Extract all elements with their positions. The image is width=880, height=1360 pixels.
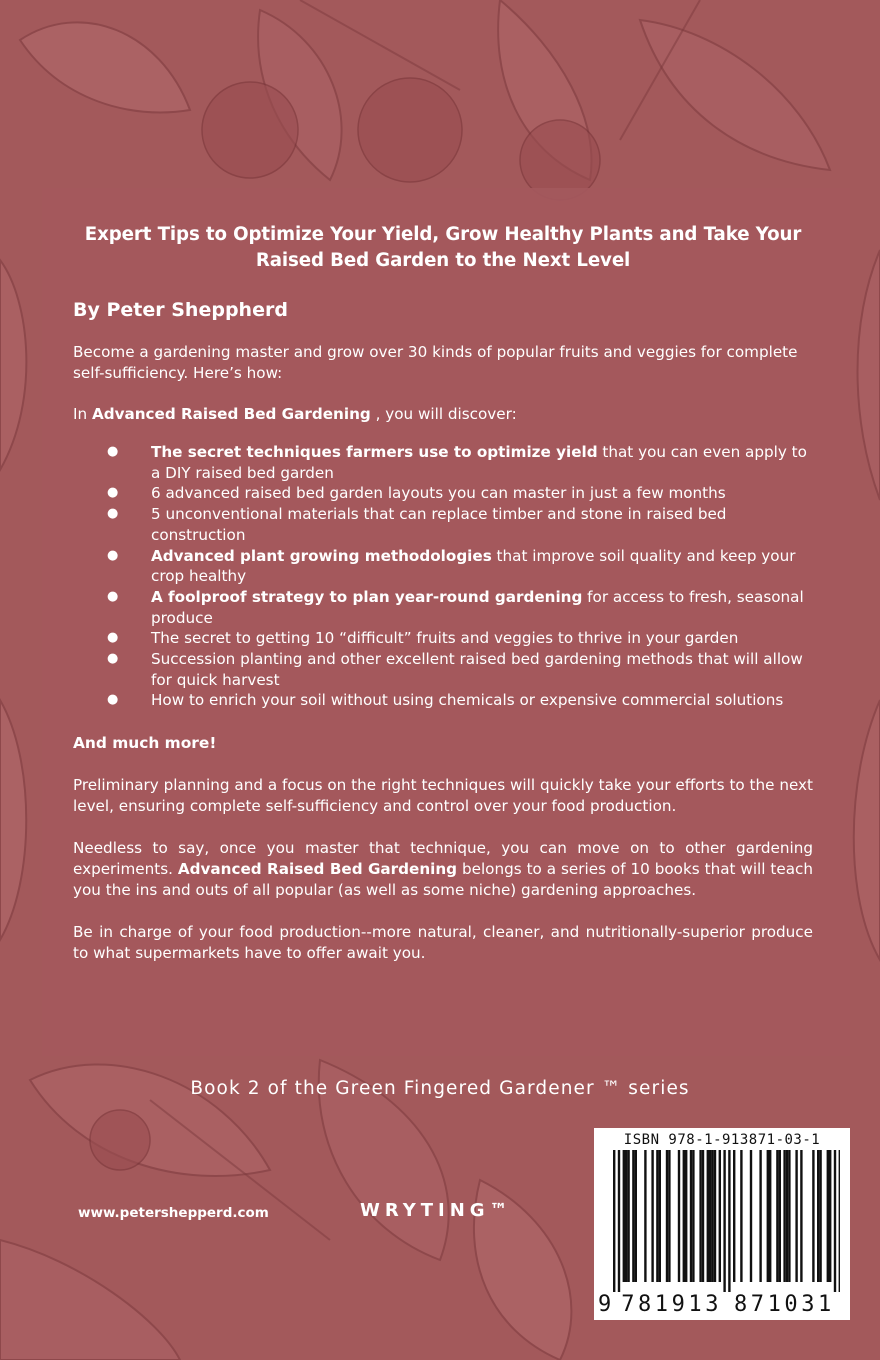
barcode-bar — [692, 1150, 694, 1282]
barcode-bar — [678, 1150, 680, 1282]
list-item-bold: Advanced plant growing methodologies — [151, 546, 492, 565]
barcode-bar — [740, 1150, 742, 1282]
barcode-bar — [769, 1150, 771, 1282]
barcode-bar — [635, 1150, 637, 1282]
isbn-label: ISBN 978-1-913871-03-1 — [623, 1132, 821, 1148]
paragraph-series-b: belongs to a series of 10 books that will teach you the ins and outs of all popular (as well as some niche) gardening approaches. — [73, 860, 813, 900]
barcode-digit: 9 — [598, 1292, 612, 1317]
barcode-bar — [779, 1150, 781, 1282]
barcode-bar — [788, 1150, 790, 1282]
barcode-bar — [759, 1150, 761, 1282]
barcode-bar — [702, 1150, 704, 1282]
isbn-barcode — [594, 1128, 850, 1320]
barcode-digit: 1 — [688, 1292, 702, 1317]
barcode-bar — [776, 1150, 778, 1282]
author-byline: By Peter Sheppherd — [73, 299, 288, 321]
barcode-bar — [728, 1150, 730, 1292]
barcode-bar — [714, 1150, 716, 1282]
barcode-bar — [666, 1150, 668, 1282]
barcode-bar — [644, 1150, 646, 1282]
series-line: Book 2 of the Green Fingered Gardener ™ series — [190, 1078, 690, 1099]
discover-suffix: , you will discover: — [370, 405, 517, 423]
bullet-icon: ● — [107, 547, 119, 563]
bullet-icon: ● — [107, 485, 119, 501]
publisher-logo: WRYTING™ — [360, 1200, 513, 1221]
bullet-icon: ● — [107, 444, 119, 459]
discover-line — [73, 404, 813, 425]
barcode-bar — [834, 1150, 836, 1292]
barcode-bar — [656, 1150, 658, 1282]
barcode-bar — [719, 1150, 721, 1282]
paragraph-series-a: Needless to say, once you master that technique, you can move on to other gardening experiments. — [73, 839, 813, 879]
barcode-bar — [817, 1150, 819, 1282]
barcode-bar — [711, 1150, 713, 1282]
tagline: Expert Tips to Optimize Your Yield, Grow Healthy Plants and Take Your Raised Bed Garden to the Next Level — [84, 224, 802, 271]
bullet-icon: ● — [107, 630, 119, 646]
barcode-bar — [819, 1150, 821, 1282]
barcode-bar — [623, 1150, 625, 1282]
barcode-bar — [812, 1150, 814, 1282]
barcode-bar — [683, 1150, 685, 1282]
list-item-text: Succession planting and other excellent raised bed gardening methods that will allow for quick harvest — [151, 650, 803, 689]
barcode-bar — [690, 1150, 692, 1282]
intro-paragraph: Become a gardening master and grow over 30 kinds of popular fruits and veggies for complete self-sufficiency. Here’s how: — [73, 343, 798, 382]
list-item-bold: A foolproof strategy to plan year-round gardening — [151, 587, 583, 606]
barcode-bar — [783, 1150, 785, 1282]
book-title: Advanced Raised Bed Gardening — [177, 860, 458, 879]
barcode-digit: 0 — [784, 1292, 798, 1317]
list-item — [73, 649, 813, 690]
list-item-text: 6 advanced raised bed garden layouts you can master in just a few months — [151, 484, 726, 503]
bullet-icon: ● — [107, 588, 119, 604]
paragraph-closing: Be in charge of your food production--more natural, cleaner, and nutritionally-superior produce to what supermarkets have to offer await you. — [73, 923, 813, 963]
list-item-text: 5 unconventional materials that can replace timber and stone in raised bed construction — [151, 505, 727, 544]
bullet-icon: ● — [107, 651, 119, 667]
barcode-digit: 3 — [705, 1292, 719, 1317]
barcode-digit: 8 — [734, 1292, 748, 1317]
barcode-bar — [632, 1150, 634, 1282]
back-cover-content — [73, 222, 813, 964]
barcode-bar — [613, 1150, 615, 1292]
list-item — [73, 442, 813, 483]
barcode-bar — [829, 1150, 831, 1282]
barcode-bar — [699, 1150, 701, 1282]
list-item-text: The secret to getting 10 “difficult” fruits and veggies to thrive in your garden — [151, 629, 739, 648]
paragraph-planning: Preliminary planning and a focus on the right techniques will quickly take your efforts to the next level, ensuring complete self-sufficiency and control over your food production. — [73, 776, 813, 816]
barcode-bar — [800, 1150, 802, 1282]
list-item-text: that you can even apply to a DIY raised bed garden — [151, 443, 807, 482]
barcode-bar — [723, 1150, 725, 1292]
book-title: Advanced Raised Bed Gardening — [91, 405, 371, 423]
discover-prefix: In — [73, 405, 92, 423]
barcode-bars — [604, 1150, 840, 1292]
list-item — [73, 483, 813, 504]
barcode-bar — [707, 1150, 709, 1282]
barcode-bar — [839, 1150, 840, 1292]
barcode-bar — [827, 1150, 829, 1282]
barcode-digit: 7 — [621, 1292, 635, 1317]
barcode-bar — [618, 1150, 620, 1292]
barcode-digit: 9 — [671, 1292, 685, 1317]
list-item-text: How to enrich your soil without using chemicals or expensive commercial solutions — [151, 691, 784, 710]
list-item-text: for access to fresh, seasonal produce — [151, 587, 804, 627]
barcode-digit: 3 — [801, 1292, 815, 1317]
barcode-bar — [651, 1150, 653, 1282]
barcode-bar — [659, 1150, 661, 1282]
barcode-digit: 1 — [818, 1292, 832, 1317]
list-item — [73, 628, 813, 649]
list-item — [73, 504, 813, 545]
barcode-bar — [709, 1150, 711, 1282]
and-much-more: And much more! — [73, 734, 217, 753]
barcode-bar — [750, 1150, 752, 1282]
barcode-digit: 1 — [767, 1292, 781, 1317]
bullet-icon: ● — [107, 692, 119, 708]
barcode-digit: 7 — [750, 1292, 765, 1317]
benefits-list — [73, 442, 813, 711]
barcode-digit: 1 — [654, 1292, 669, 1317]
barcode-digit: 8 — [638, 1292, 652, 1317]
barcode-bar — [767, 1150, 769, 1282]
barcode-bar — [625, 1150, 627, 1282]
barcode-bar — [627, 1150, 629, 1282]
website-url: www.petershepperd.com — [78, 1205, 269, 1221]
bullet-icon: ● — [107, 506, 119, 522]
list-item — [73, 546, 813, 587]
list-item-bold: The secret techniques farmers use to optimize yield — [151, 443, 598, 461]
barcode-bar — [795, 1150, 797, 1282]
list-item-text: that improve soil quality and keep your crop healthy — [151, 546, 796, 586]
list-item — [73, 587, 813, 628]
list-item — [73, 690, 813, 711]
barcode-bar — [668, 1150, 670, 1282]
barcode-bar — [733, 1150, 735, 1282]
barcode-bar — [685, 1150, 687, 1282]
barcode-bar — [786, 1150, 788, 1282]
paragraph-series — [73, 838, 813, 901]
